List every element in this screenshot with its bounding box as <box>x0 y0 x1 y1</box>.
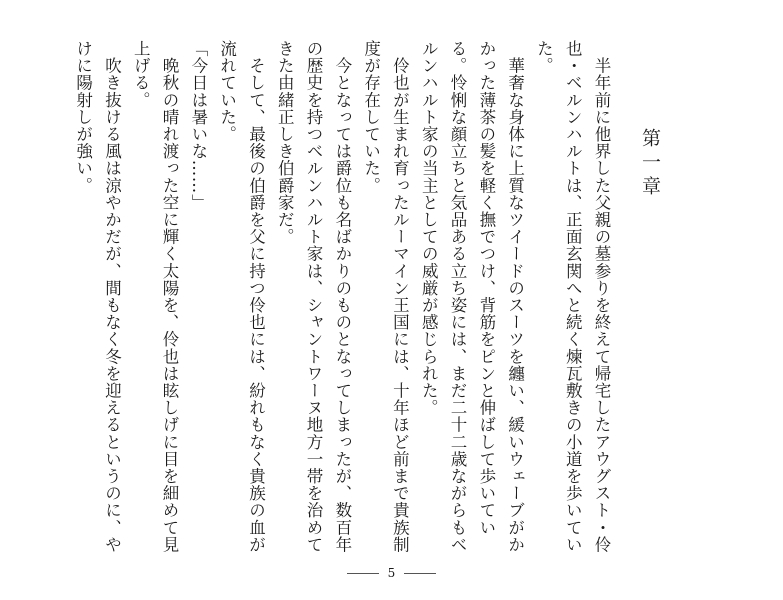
paragraph: 伶也が生まれ育ったルーマイン王国には、十年ほど前まで貴族制度が存在していた。 <box>361 40 410 553</box>
page-footer <box>0 566 783 580</box>
paragraph: 吹き抜ける風は涼やかだが、間もなく冬を迎えるというのに、やけに陽射しが強い。 <box>73 40 122 553</box>
chapter-title: 第一章 <box>639 128 661 200</box>
paragraph: 晩秋の晴れ渡った空に輝く太陽を、伶也は眩しげに目を細めて見上げる。 <box>131 40 180 553</box>
dialogue-line: 「今日は暑いな……」 <box>188 40 208 211</box>
folio-rule-left <box>347 573 379 574</box>
paragraph: そして、最後の伯爵を父に持つ伶也には、紛れもなく貴族の血が流れていた。 <box>217 40 266 553</box>
paragraph: 華奢な身体に上質なツイードのスーツを纏い、緩いウェーブがかかった薄茶の髪を軽く撫でつけ、背筋をピンと伸ばして歩いている。怜悧な顔立ちと気品ある立ち姿には、まだ二十二歳ながらもベルンハルト家の当主としての威厳が感じられた。 <box>419 40 525 553</box>
page-number: 5 <box>387 566 396 580</box>
paragraph: 今となっては爵位も名ばかりのものとなってしまったが、数百年の歴史を持つベルンハルト家は、シャントワーヌ地方一帯を治めてきた由緒正しき伯爵家だ。 <box>275 40 352 553</box>
paragraph: 半年前に他界した父親の墓参りを終えて帰宅したアウグスト・伶也・ベルンハルトは、正面玄関へと続く煉瓦敷きの小道を歩いていた。 <box>534 40 611 553</box>
folio-rule-right <box>404 573 436 574</box>
body-text <box>68 40 615 560</box>
